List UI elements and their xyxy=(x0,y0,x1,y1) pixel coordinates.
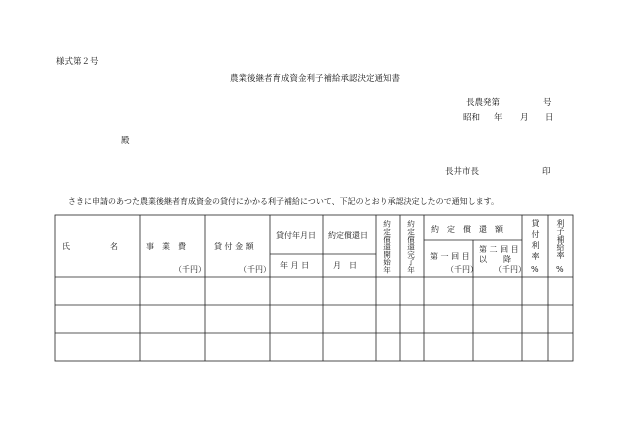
cell-business-cost xyxy=(142,287,203,297)
header-repay-end: 約定償還完了年 xyxy=(406,220,416,274)
header-repay-amount: 約 定 償 還 額 xyxy=(431,225,503,234)
cell-second-time xyxy=(475,287,520,297)
cell-name xyxy=(57,315,138,325)
cell-second-time xyxy=(475,343,520,353)
reference-suffix: 号 xyxy=(543,98,552,108)
cell-first-time xyxy=(426,343,471,353)
date-month: 月 xyxy=(520,113,529,123)
cell-business-cost xyxy=(142,315,203,325)
cell-loan-rate xyxy=(524,287,546,297)
header-loan-rate-unit: % xyxy=(531,265,539,274)
header-second-time-unit: （千円） xyxy=(494,265,526,274)
header-name: 氏 名 xyxy=(62,242,118,251)
form-number: 様式第２号 xyxy=(56,57,99,67)
header-loan-amount-unit: （千円） xyxy=(239,265,271,274)
cell-repay-date xyxy=(325,343,374,353)
header-first-time: 第 一 回 目 xyxy=(430,252,470,261)
header-business-cost: 事 業 費 xyxy=(146,242,186,251)
header-repay-date: 約定償還日 xyxy=(328,231,368,240)
header-repay-start: 約定償還開始年 xyxy=(382,220,392,274)
header-second-time-line2: 以 降 xyxy=(479,255,511,264)
cell-subsidy-rate xyxy=(550,287,571,297)
header-repay-date-sub: 月 日 xyxy=(333,261,357,270)
cell-repay-date xyxy=(325,315,374,325)
intro-text: さきに申請のあつた農業後継者育成資金の貸付にかかる利子補給について、下記のとおり承認決定したので通知します。 xyxy=(68,197,500,206)
header-loan-date-sub: 年 月 日 xyxy=(280,261,310,270)
cell-repay-end xyxy=(402,287,422,297)
cell-repay-end xyxy=(402,315,422,325)
header-second-time-line1: 第 二 回 目 xyxy=(479,245,519,254)
header-business-cost-unit: （千円） xyxy=(174,265,206,274)
header-loan-rate: 貸付利率 xyxy=(531,219,540,263)
cell-repay-date xyxy=(325,287,374,297)
cell-second-time xyxy=(475,315,520,325)
cell-loan-date xyxy=(272,315,321,325)
header-subsidy-rate: 利子補給率 xyxy=(556,219,565,259)
cell-loan-rate xyxy=(524,343,546,353)
cell-name xyxy=(57,343,138,353)
cell-loan-date xyxy=(272,287,321,297)
header-loan-amount: 貸 付 金 額 xyxy=(214,242,254,251)
cell-repay-end xyxy=(402,343,422,353)
date-era: 昭和 xyxy=(463,113,481,123)
header-subsidy-rate-unit: % xyxy=(556,265,564,274)
issuer-name: 長井市長 xyxy=(445,167,480,177)
cell-subsidy-rate xyxy=(550,343,571,353)
document-title: 農業後継者育成資金利子補給承認決定通知書 xyxy=(229,74,400,84)
cell-repay-start xyxy=(378,343,398,353)
cell-name xyxy=(57,287,138,297)
addressee-suffix: 殿 xyxy=(121,136,130,146)
cell-loan-amount xyxy=(207,315,268,325)
date-year: 年 xyxy=(494,113,503,123)
cell-repay-start xyxy=(378,287,398,297)
seal-mark: 印 xyxy=(542,167,551,177)
header-loan-date: 貸付年月日 xyxy=(276,231,316,240)
cell-business-cost xyxy=(142,343,203,353)
cell-loan-date xyxy=(272,343,321,353)
date-day: 日 xyxy=(545,113,554,123)
cell-subsidy-rate xyxy=(550,315,571,325)
cell-first-time xyxy=(426,287,471,297)
cell-repay-start xyxy=(378,315,398,325)
reference-label: 長農発第 xyxy=(466,98,501,108)
cell-loan-amount xyxy=(207,343,268,353)
header-first-time-unit: （千円） xyxy=(446,265,478,274)
cell-loan-rate xyxy=(524,315,546,325)
cell-loan-amount xyxy=(207,287,268,297)
cell-first-time xyxy=(426,315,471,325)
